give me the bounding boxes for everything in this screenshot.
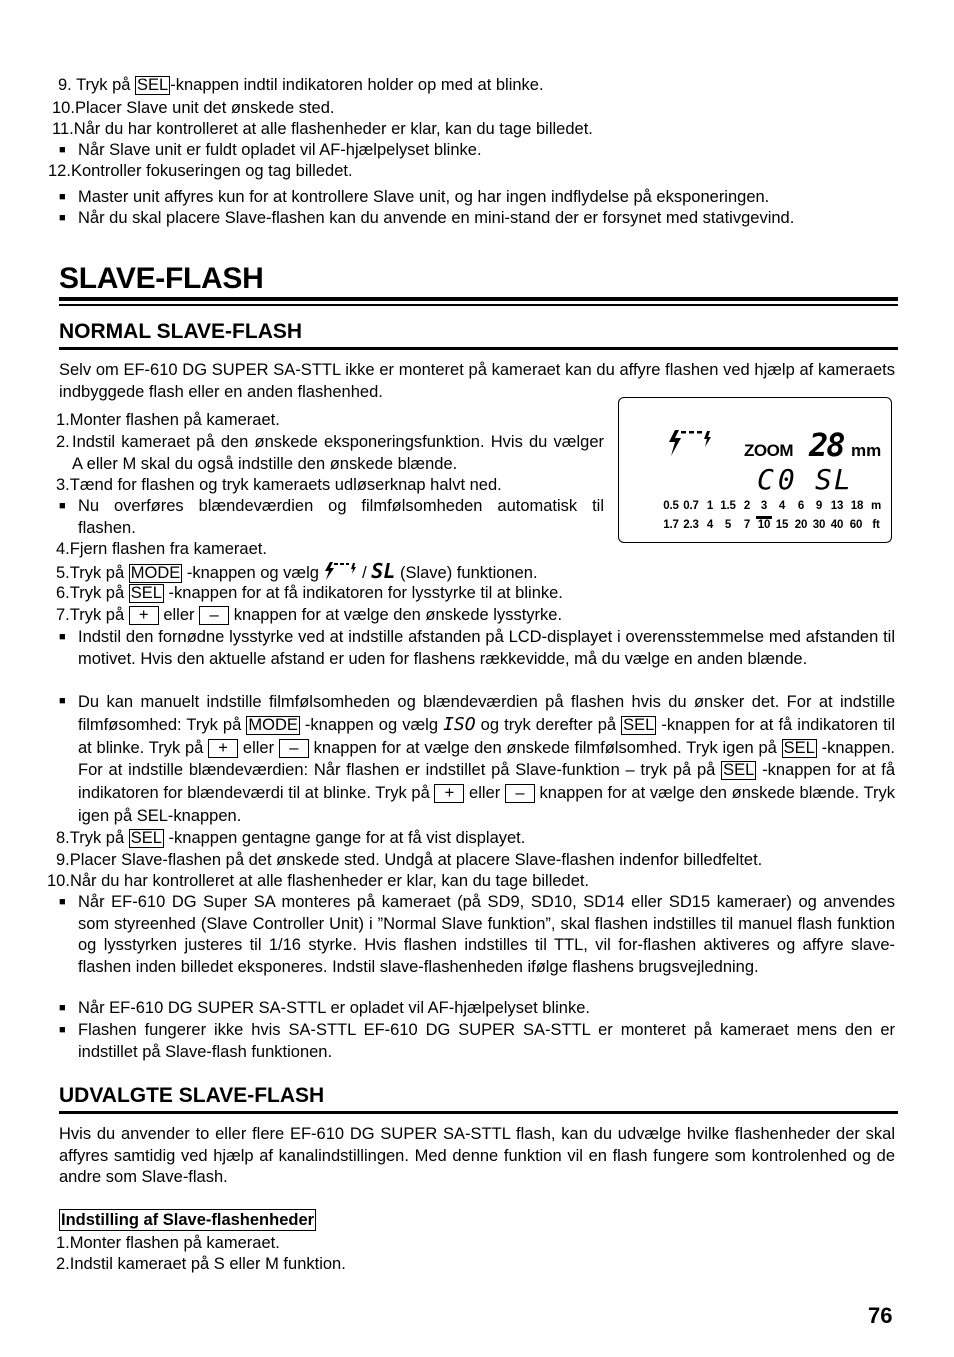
udvalgte-slave-heading: UDVALGTE SLAVE-FLASH (59, 1084, 325, 1107)
bullet-set-brightness: Indstil den fornødne lysstyrke ved at indstille afstanden på LCD-displayet i overensstemmelse med afstanden til motivet. Hvis den aktuelle afstand er uden for flashens rækkevidde, må du vælge en anden blænde. (78, 628, 895, 668)
page-number: 76 (868, 1303, 893, 1328)
bullet-icon: ■ (59, 896, 66, 908)
step-10: 10.Når du har kontrolleret at alle flashenheder er klar, kan du tage billedet. (47, 872, 590, 890)
bullet-icon: ■ (59, 1002, 66, 1014)
sel-key-label: SEL (130, 829, 162, 847)
bullet-manual-settings: Du kan manuelt indstille filmfølsomheden og blændeværdien på flashen hvis du ønsker det. For at indstille filmføsomhed: Tryk på MODE -knappen og vælg ISO og tryk derefter på SEL -knappen for at få indikatoren til at blinke. Tryk på + eller – knappen for at vælge den ønskede filmfølsomhed. Tryk igen på SEL -knappen. For at indstille blændeværdien: Når flashen er indstillet på Slave-funktion – tryk på på SEL -knappen for at få indikatoren for blændeværdi til at blinke. Tryk på + eller – knappen for at vælge den ønskede blænde. Tryk igen på SEL-knappen. (78, 693, 896, 825)
minus-key-label: – (199, 606, 229, 625)
bullet-icon: ■ (59, 695, 66, 707)
slave-flash-icon (667, 428, 715, 467)
sel-key-label: SEL (783, 738, 815, 757)
list-item: Master unit affyres kun for at kontrollere Slave unit, og har ingen indflydelse på eksponeringen. (78, 188, 770, 206)
title-rule-thick (59, 297, 898, 301)
bullet-af-light: Når EF-610 DG SUPER SA-STTL er opladet vil AF-hjælpelyset blinke. (78, 999, 590, 1017)
list-item: 1.Monter flashen på kameraet. (56, 1234, 280, 1252)
step-7: 7.Tryk på + eller – knappen for at vælge den ønskede lysstyrke. (56, 606, 563, 624)
step-2-number: 2. (56, 433, 70, 451)
list-item: Når du skal placere Slave-flashen kan du anvende en mini-stand der er forsynet med stativgevind. (78, 209, 795, 227)
channel-value: C0 (757, 463, 799, 496)
list-item: 2.Indstil kameraet på S eller M funktion. (56, 1255, 346, 1273)
step-3: 3.Tænd for flashen og tryk kameraets udløserknap halvt ned. (56, 476, 502, 494)
heading-rule (59, 1111, 898, 1114)
subheading-slave-setup: Indstilling af Slave-flashenheder (61, 1211, 315, 1229)
heading-rule (59, 347, 898, 350)
item-number: 9. (58, 76, 72, 94)
step-8: 8.Tryk på SEL -knappen gentagne gange for at få vist displayet. (56, 829, 526, 847)
plus-key-label: + (208, 739, 238, 758)
mode-key-label: MODE (130, 564, 181, 582)
minus-key-label: – (279, 739, 309, 758)
list-item: Når Slave unit er fuldt opladet vil AF-hjælpelyset blinke. (78, 141, 482, 159)
list-item: 10.Placer Slave unit det ønskede sted. (52, 99, 335, 117)
mode-key-label: MODE (248, 715, 298, 734)
plus-key-label: + (129, 606, 159, 625)
step-5: 5.Tryk på MODE -knappen og vælg / SL (Slave) funktionen. (56, 561, 538, 587)
plus-key-label: + (434, 784, 464, 803)
title-rule-thin (59, 304, 898, 306)
sel-key-label: SEL (130, 584, 162, 602)
step-2: Indstil kameraet på den ønskede eksponeringsfunktion. Hvis du vælger A eller M skal du også indstille den ønskede blænde. (72, 433, 604, 473)
bullet-icon: ■ (59, 500, 66, 512)
bullet-icon: ■ (59, 144, 66, 156)
bullet-controller-unit: Når EF-610 DG Super SA monteres på kameraet (på SD9, SD10, SD14 eller SD15 kameraer) og anvendes som styreenhed (Slave Controller Unit) i ”Normal Slave funktion”, skal flashen indstilles til manuel flash funktion og lysstyrken justeres til 1/16 styrke. Hvis flashen indstilles til TTL, vil for-flashen aktiveres og affyre slave-flashen inden billedet eksponeres. Indstil slave-flashenheden ifølge flashens brugsvejledning. (78, 893, 895, 976)
bullet-not-functioning: Flashen fungerer ikke hvis SA-STTL EF-610 DG SUPER SA-STTL er monteret på kameraet mens den er indstillet på Slave-flash funktionen. (78, 1021, 895, 1061)
udvalgte-intro: Hvis du anvender to eller flere EF-610 DG SUPER SA-STTL flash, kan du udvælge hvilke flashenheder der skal affyres samtidig ved hjælp af kanalindstillingen. Med denne funktion vil en flash fungere som kontrolenhed og de andre som Slave-flash. (59, 1125, 895, 1186)
zoom-label: ZOOM (744, 441, 793, 460)
sel-key-label: SEL (723, 761, 755, 780)
sel-key-label: SEL (137, 76, 169, 94)
list-item: 12.Kontroller fokuseringen og tag billedet. (48, 162, 353, 180)
list-item: 9. Tryk på SEL -knappen indtil indikatoren holder op med at blinke. (58, 76, 544, 94)
sel-key-label: SEL (623, 715, 655, 734)
zoom-value: 28 (809, 426, 844, 464)
bullet-icon: ■ (59, 631, 66, 643)
step-9: 9.Placer Slave-flashen på det ønskede sted. Undgå at placere Slave-flashen indenfor billedfeltet. (56, 851, 763, 869)
step-4: 4.Fjern flashen fra kameraet. (56, 540, 267, 558)
section-title: SLAVE-FLASH (59, 262, 264, 295)
step-1: 1.Monter flashen på kameraet. (56, 411, 280, 429)
bullet-transfer: Nu overføres blændeværdien og filmfølsomheden automatisk til flashen. (78, 497, 604, 537)
lcd-display-illustration: ZOOM 28 mm C0 SL 0.5 0.7 1 1.5 2 3 4 6 9 13 18 m 1.7 2.3 4 5 7 10 15 20 30 40 60 ft (618, 397, 892, 543)
minus-key-label: – (505, 784, 535, 803)
bullet-icon: ■ (59, 191, 66, 203)
bullet-icon: ■ (59, 1024, 66, 1036)
sl-mode-icon: SL (371, 559, 396, 583)
iso-icon: ISO (443, 713, 476, 735)
normal-slave-heading: NORMAL SLAVE-FLASH (59, 320, 303, 343)
normal-intro: Selv om EF-610 DG SUPER SA-STTL ikke er monteret på kameraet kan du affyre flashen ved hjælp af kameraets indbyggede flash eller en anden flashenhed. (59, 361, 895, 401)
list-item: 11.Når du har kontrolleret at alle flashenheder er klar, kan du tage billedet. (52, 120, 593, 138)
mode-value: SL (815, 463, 853, 496)
step-6: 6.Tryk på SEL -knappen for at få indikatoren for lysstyrke til at blinke. (56, 584, 563, 602)
zoom-unit: mm (851, 441, 882, 460)
bullet-icon: ■ (59, 212, 66, 224)
